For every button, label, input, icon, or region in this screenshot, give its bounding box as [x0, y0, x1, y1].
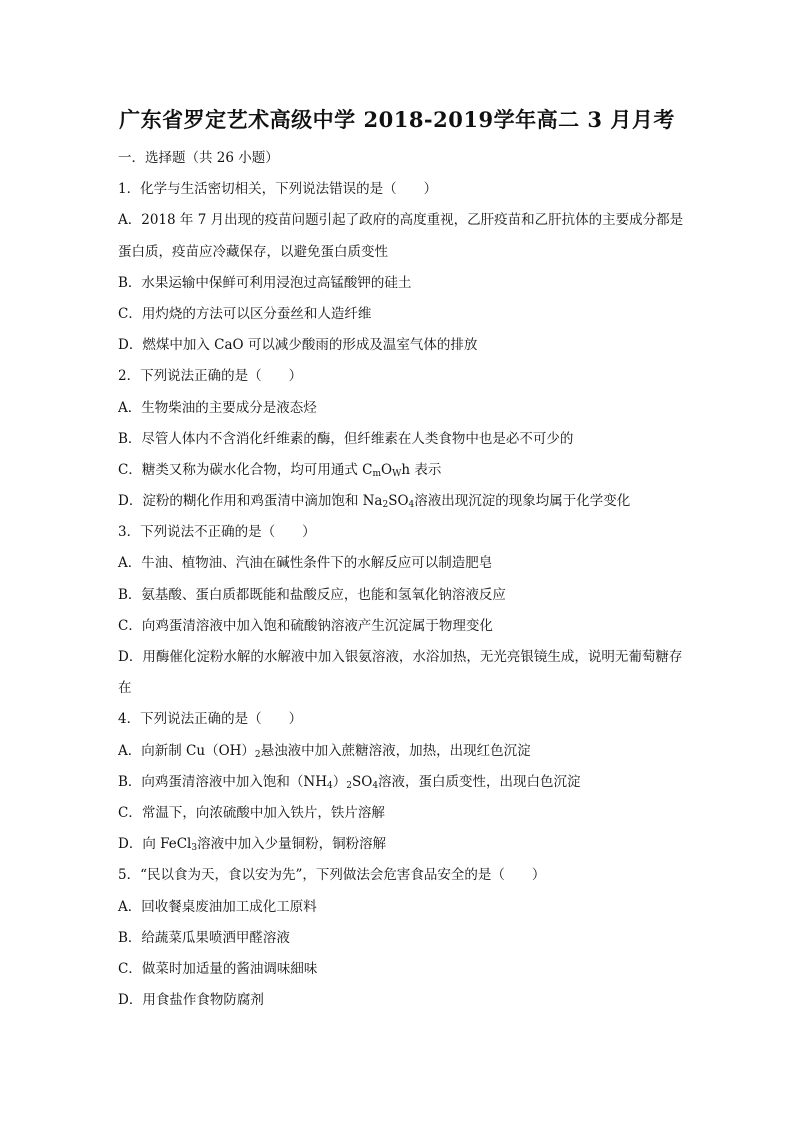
- question-4-option-d: [118, 829, 688, 860]
- question-4-stem: 4．下列说法正确的是（ ）: [118, 711, 303, 728]
- question-1-option-b: B．水果运输中保鲜可利用浸泡过高锰酸钾的硅土: [118, 274, 412, 291]
- q2d-sub-2: 2: [382, 500, 389, 511]
- question-4-option-b: [118, 767, 688, 798]
- question-5-option-c: C．做菜时加适量的酱油调味細味: [118, 960, 318, 977]
- q2d-mid: SO: [388, 493, 409, 510]
- section-heading: 一．选择题（共 26 小题）: [118, 150, 279, 166]
- question-2-stem: 2．下列说法正确的是（ ）: [118, 368, 303, 385]
- question-3-option-a: A．牛油、植物油、汽油在碱性条件下的水解反应可以制造肥皂: [118, 555, 493, 572]
- q4d-sub: 3: [191, 843, 198, 854]
- q2c-sub-m: m: [372, 468, 381, 479]
- document-body: [118, 143, 688, 1016]
- question-2-option-d: [118, 486, 688, 517]
- question-2-option-c: [118, 455, 688, 486]
- q2d-text: D．淀粉的糊化作用和鸡蛋清中滴加饱和 Na: [118, 493, 383, 510]
- question-3-option-b: B．氨基酸、蛋白质都既能和盐酸反应，也能和氢氧化钠溶液反应: [118, 586, 506, 603]
- q2c-tail: h 表示: [401, 461, 442, 478]
- question-4-option-c: C．常温下，向浓硫酸中加入铁片，铁片溶解: [118, 805, 385, 821]
- question-5-stem: 5．“民以食为天，食以安为先”，下列做法会危害食品安全的是（ ）: [118, 867, 546, 884]
- question-3-option-d: D．用酶催化淀粉水解的水解液中加入银氨溶液，水浴加热，无光亮银镜生成，说明无葡萄糖存在: [118, 649, 683, 697]
- q4d-text: D．向 FeCl: [118, 836, 192, 853]
- question-2-option-a: A．生物柴油的主要成分是液态烃: [118, 399, 317, 416]
- question-3-stem: 3．下列说法不正确的是（ ）: [118, 524, 316, 541]
- q4b-sub3: 4: [372, 780, 379, 791]
- page-title: 广东省罗定艺术高级中学 2018-2019学年高二 3 月月考: [119, 107, 675, 132]
- q4b-sub1: 4: [327, 780, 333, 791]
- q2d-tail: 溶液出现沉淀的现象均属于化学变化: [414, 493, 631, 510]
- q4a-tail: 悬浊液中加入蔗糖溶液，加热，出现红色沉淀: [260, 742, 531, 759]
- question-2-option-b: B．尽管人体内不含消化纤维素的酶，但纤维素在人类食物中也是必不可少的: [118, 430, 574, 447]
- question-5-option-a: A．回收餐桌废油加工成化工原料: [118, 898, 317, 915]
- q2d-sub-4: 4: [408, 500, 415, 511]
- q2c-mid: O: [381, 461, 393, 478]
- q4b-sub2: 2: [346, 780, 352, 791]
- question-1-stem: 1．化学与生活密切相关，下列说法错误的是（ ）: [118, 181, 438, 198]
- question-5-option-b: B．给蔬菜瓜果喷洒甲醛溶液: [118, 929, 290, 946]
- q4a-text: A．向新制 Cu（OH）: [118, 742, 255, 759]
- question-4-option-a: [118, 736, 688, 767]
- q4b-mid2: SO: [351, 773, 373, 790]
- question-1-option-d: D．燃煤中加入 CaO 可以减少酸雨的形成及温室气体的排放: [118, 337, 478, 354]
- question-1-option-a: A．2018 年 7 月出现的疫苗问题引起了政府的高度重视，乙肝疫苗和乙肝抗体的主要成分都是蛋白质，疫苗应冷藏保存，以避免蛋白质变性: [118, 212, 684, 260]
- q2c-sub-w: W: [392, 468, 402, 479]
- q4b-tail: 溶液，蛋白质变性，出现白色沉淀: [378, 773, 581, 790]
- question-3-option-c: C．向鸡蛋清溶液中加入饱和硫酸钠溶液产生沉淀属于物理变化: [118, 617, 493, 634]
- q4d-tail: 溶液中加入少量铜粉，铜粉溶解: [197, 836, 387, 853]
- q2c-text: C．糖类又称为碳水化合物，均可用通式 C: [118, 461, 373, 478]
- q4b-mid: ）: [332, 773, 347, 790]
- question-5-option-d: D．用食盐作食物防腐剂: [118, 992, 264, 1009]
- q4a-sub: 2: [254, 749, 261, 760]
- q4b-text: B．向鸡蛋清溶液中加入饱和（NH: [118, 773, 328, 790]
- question-1-option-c: C．用灼烧的方法可以区分蚕丝和人造纤维: [118, 305, 372, 322]
